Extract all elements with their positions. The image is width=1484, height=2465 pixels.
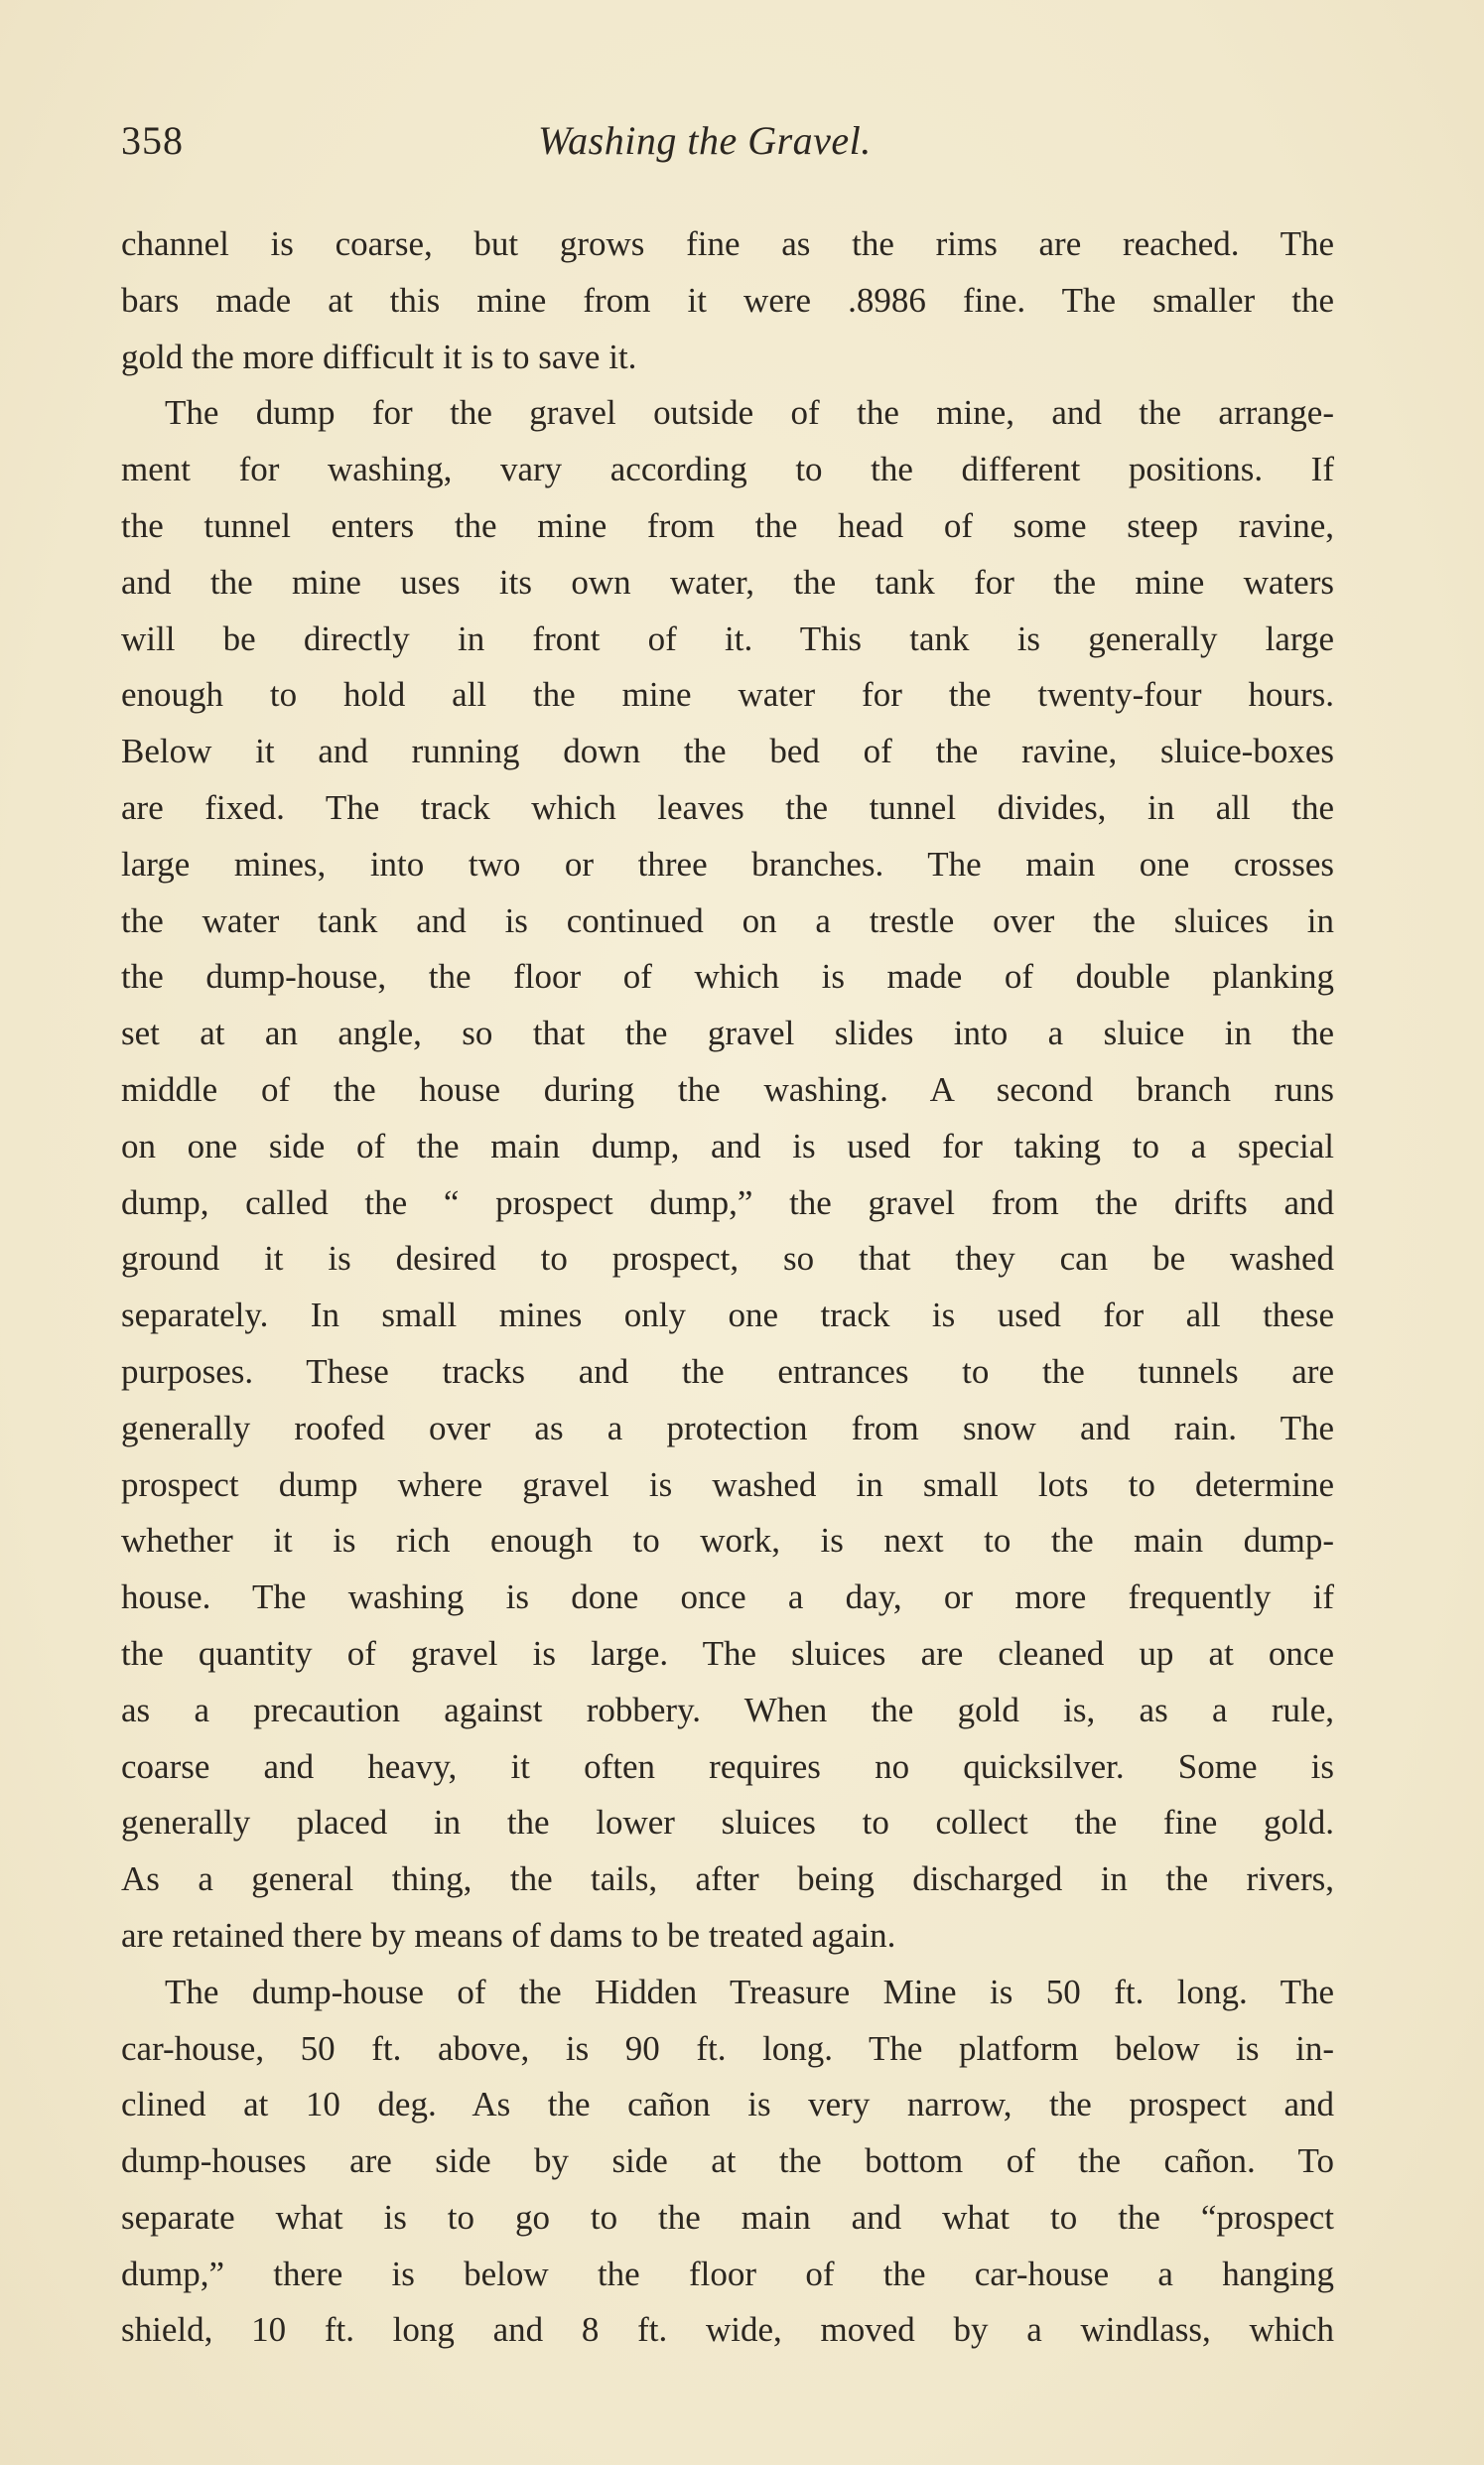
text-line: The dump for the gravel outside of the mine, and the arrange- — [165, 393, 1334, 433]
text-line: the water tank and is continued on a trestle over the sluices in — [121, 900, 1334, 940]
text-line: bars made at this mine from it were .8986 fine. The smaller the — [121, 280, 1334, 320]
text-line: enough to hold all the mine water for the twenty-four hours. — [121, 675, 1334, 715]
text-line: purposes. These tracks and the entrances to the tunnels are — [121, 1351, 1334, 1391]
text-line: are fixed. The track which leaves the tunnel divides, in all the — [121, 787, 1334, 827]
text-line: large mines, into two or three branches. The main one crosses — [121, 844, 1334, 884]
text-line: The dump-house of the Hidden Treasure Mine is 50 ft. long. The — [165, 1972, 1334, 2011]
text-line: the dump-house, the floor of which is made of double planking — [121, 957, 1334, 997]
page-number: 358 — [121, 118, 184, 163]
text-line: separate what is to go to the main and what to the “prospect — [121, 2197, 1334, 2237]
text-line: dump-houses are side by side at the bottom of the cañon. To — [121, 2141, 1334, 2181]
text-line: dump, called the “ prospect dump,” the gravel from the drifts and — [121, 1182, 1334, 1222]
text-line: ment for washing, vary according to the different positions. If — [121, 450, 1334, 489]
body-text — [121, 216, 1334, 2359]
text-line: Below it and running down the bed of the ravine, sluice-boxes — [121, 732, 1334, 771]
text-line: car-house, 50 ft. above, is 90 ft. long. The platform below is in- — [121, 2028, 1334, 2068]
text-line: As a general thing, the tails, after being discharged in the rivers, — [121, 1859, 1334, 1899]
text-line: prospect dump where gravel is washed in small lots to determine — [121, 1464, 1334, 1504]
text-line: coarse and heavy, it often requires no quicksilver. Some is — [121, 1746, 1334, 1786]
text-line: clined at 10 deg. As the cañon is very narrow, the prospect and — [121, 2085, 1334, 2124]
text-line: generally roofed over as a protection from snow and rain. The — [121, 1408, 1334, 1447]
text-line: shield, 10 ft. long and 8 ft. wide, moved by a windlass, which — [121, 2310, 1334, 2350]
text-line: separately. In small mines only one track is used for all these — [121, 1296, 1334, 1335]
text-line: are retained there by means of dams to be treated again. — [121, 1915, 896, 1955]
text-line: channel is coarse, but grows fine as the rims are reached. The — [121, 224, 1334, 263]
text-line: the tunnel enters the mine from the head of some steep ravine, — [121, 505, 1334, 545]
text-line: on one side of the main dump, and is used for taking to a special — [121, 1126, 1334, 1165]
text-line: dump,” there is below the floor of the car-house a hanging — [121, 2254, 1334, 2293]
text-line: and the mine uses its own water, the tank for the mine waters — [121, 562, 1334, 602]
text-line: generally placed in the lower sluices to collect the fine gold. — [121, 1803, 1334, 1843]
text-line: middle of the house during the washing. A second branch runs — [121, 1069, 1334, 1109]
text-line: house. The washing is done once a day, or more frequently if — [121, 1577, 1334, 1617]
text-line: set at an angle, so that the gravel slides into a sluice in the — [121, 1014, 1334, 1053]
text-line: whether it is rich enough to work, is next to the main dump- — [121, 1521, 1334, 1561]
text-line: the quantity of gravel is large. The sluices are cleaned up at once — [121, 1633, 1334, 1673]
text-line: will be directly in front of it. This tank is generally large — [121, 618, 1334, 658]
text-line: ground it is desired to prospect, so that they can be washed — [121, 1239, 1334, 1279]
text-line: as a precaution against robbery. When the gold is, as a rule, — [121, 1690, 1334, 1729]
page-header — [121, 117, 1332, 177]
text-line: gold the more difficult it is to save it. — [121, 337, 637, 376]
running-title: Washing the Gravel. — [538, 118, 872, 163]
